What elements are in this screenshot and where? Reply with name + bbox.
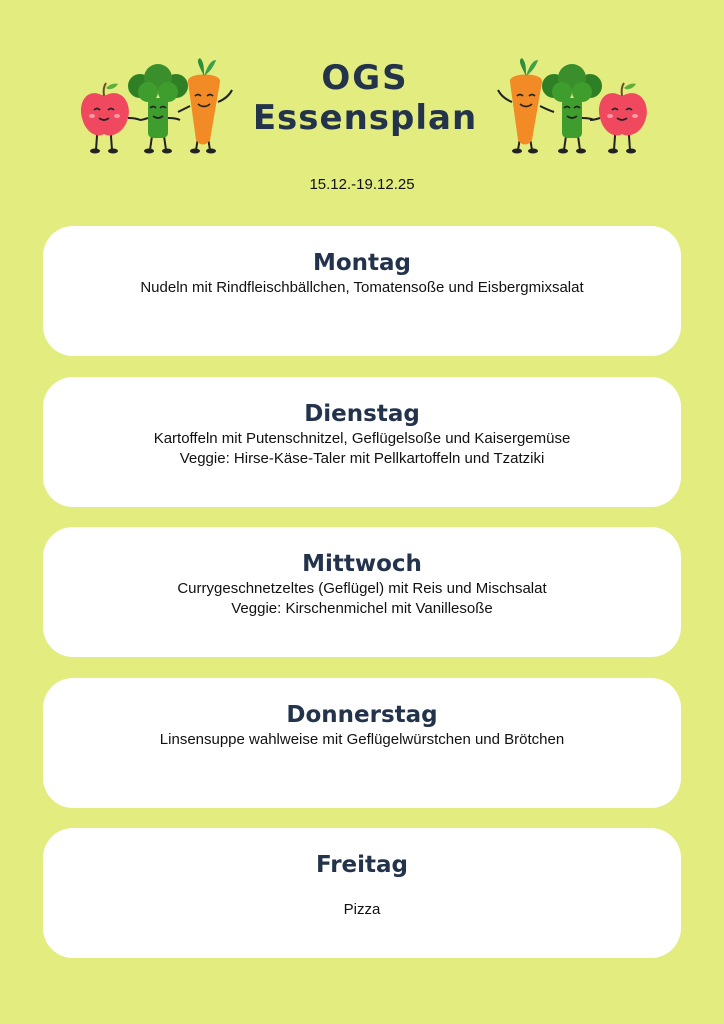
carrot-character-icon [178,58,232,154]
day-card-mittwoch [43,527,681,657]
meal-text: Pizza [343,901,381,918]
meal-text-veggie: Veggie: Kirschenmichel mit Vanillesoße [231,600,493,617]
meal-text: Nudeln mit Rindfleischbällchen, Tomatensoße und Eisbergmixsalat [140,279,584,296]
meal-text: Kartoffeln mit Putenschnitzel, Geflügelsoße und Kaisergemüse [153,430,571,447]
day-card-donnerstag [43,678,681,808]
meal-text: Linsensuppe wahlweise mit Geflügelwürstchen und Brötchen [159,731,565,748]
meal-text: Currygeschnetzeltes (Geflügel) mit Reis und Mischsalat [177,580,547,597]
day-heading: Donnerstag [286,702,438,728]
day-card-montag [43,226,681,356]
page-title [240,58,490,138]
day-heading: Freitag [315,852,409,878]
date-range: 15.12.-19.12.25 [309,176,415,193]
day-heading: Dienstag [304,401,420,427]
day-heading: Mittwoch [302,551,422,577]
broccoli-character-icon [542,64,602,154]
day-heading: Montag [312,250,412,276]
day-card-freitag [43,828,681,958]
vegetable-characters-left-icon [78,52,238,162]
carrot-character-icon [498,58,554,154]
meal-text-veggie: Veggie: Hirse-Käse-Taler mit Pellkartoffeln und Tzatziki [179,450,545,467]
title-line-1: OGS [321,58,409,98]
vegetable-characters-right-icon [492,52,652,162]
day-card-dienstag [43,377,681,507]
title-line-2: Essensplan [252,98,478,138]
header [0,0,724,210]
broccoli-character-icon [128,64,188,154]
